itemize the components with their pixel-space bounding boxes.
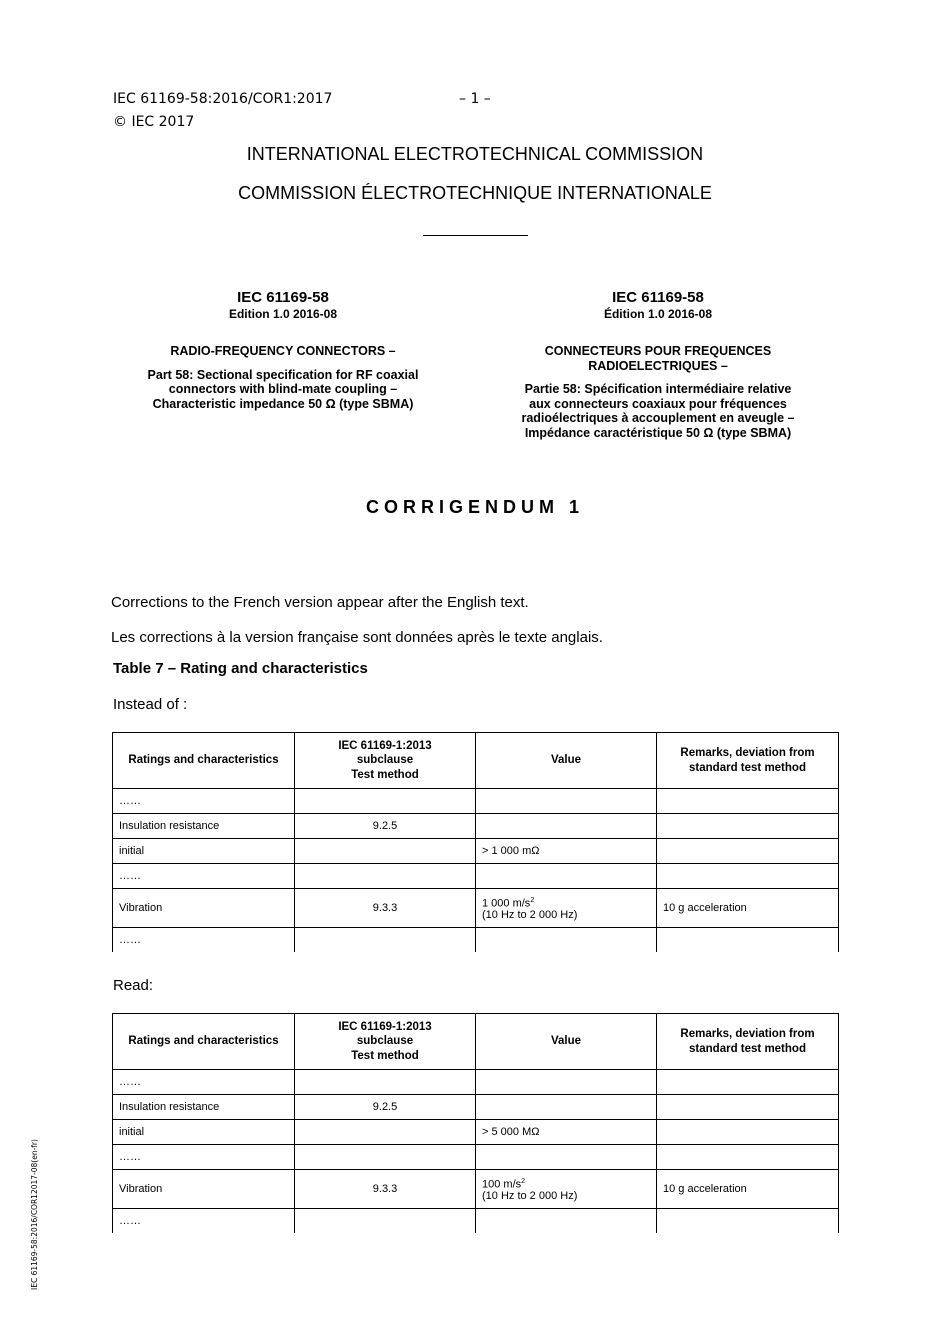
- cell-value: [476, 864, 657, 889]
- cell-remarks: [657, 789, 839, 814]
- english-edition: Edition 1.0 2016-08: [228, 307, 338, 321]
- read-table: [112, 1013, 839, 1233]
- instead-of-table: [112, 732, 839, 952]
- side-document-code: IEC 61169-58:2016/COR12017-08(en-fr): [30, 1139, 39, 1290]
- page-number: – 1 –: [459, 91, 491, 107]
- table-header-row: [113, 733, 839, 789]
- french-edition: Édition 1.0 2016-08: [603, 307, 713, 321]
- value-text: 100 m/s: [482, 1178, 522, 1191]
- org-name-english: INTERNATIONAL ELECTROTECHNICAL COMMISSION: [246, 144, 704, 164]
- table-row: [113, 839, 839, 864]
- header-subclause-line: IEC 61169-1:2013: [338, 1020, 432, 1033]
- cell-subclause: [295, 839, 476, 864]
- table-row: [113, 1170, 839, 1209]
- value-superscript: 2: [530, 896, 535, 904]
- english-part-title: [113, 368, 453, 412]
- header-subclause-line: IEC 61169-1:2013: [338, 739, 432, 752]
- cell-value: [476, 1145, 657, 1170]
- document-reference: IEC 61169-58:2016/COR1:2017: [113, 91, 333, 107]
- cell-value: [476, 889, 657, 928]
- header-subclause-line: Test method: [351, 1049, 419, 1062]
- cell-subclause: [295, 1120, 476, 1145]
- header-subclause: [295, 733, 476, 789]
- cell-rating: Insulation resistance: [113, 814, 295, 839]
- cell-rating: initial: [113, 1120, 295, 1145]
- intro-english: Corrections to the French version appear after the English text.: [111, 594, 529, 611]
- table-row: [113, 1145, 839, 1170]
- cell-remarks: [657, 1070, 839, 1095]
- cell-value: [476, 1070, 657, 1095]
- cell-subclause: 9.2.5: [295, 1095, 476, 1120]
- title-divider: [423, 235, 528, 236]
- cell-value: [476, 789, 657, 814]
- header-remarks-line: Remarks, deviation from: [680, 1028, 815, 1040]
- cell-remarks: [657, 1209, 839, 1234]
- cell-remarks: [657, 839, 839, 864]
- table-row: [113, 1070, 839, 1095]
- cell-value: [476, 814, 657, 839]
- english-title-block: [113, 289, 453, 411]
- cell-remarks: [657, 1095, 839, 1120]
- header-subclause-line: Test method: [351, 768, 419, 781]
- cell-remarks: [657, 928, 839, 953]
- header-remarks-line: standard test method: [689, 1042, 806, 1055]
- cell-rating: ……: [113, 1070, 295, 1095]
- header-ratings: Ratings and characteristics: [113, 1014, 295, 1070]
- cell-subclause: [295, 1145, 476, 1170]
- cell-remarks: [657, 1120, 839, 1145]
- instead-of-label: Instead of :: [113, 696, 188, 713]
- cell-rating: Vibration: [113, 1170, 295, 1209]
- cell-rating: Insulation resistance: [113, 1095, 295, 1120]
- french-title-line: RADIOELECTRIQUES –: [588, 358, 728, 373]
- table-header-row: [113, 1014, 839, 1070]
- english-standard-number: IEC 61169-58: [237, 289, 329, 306]
- table-row: [113, 1095, 839, 1120]
- cell-subclause: [295, 864, 476, 889]
- table-row: [113, 1120, 839, 1145]
- cell-subclause: 9.3.3: [295, 1170, 476, 1209]
- cell-subclause: [295, 1209, 476, 1234]
- header-remarks-line: standard test method: [689, 761, 806, 774]
- french-title-line: CONNECTEURS POUR FREQUENCES: [544, 344, 772, 358]
- header-subclause-line: subclause: [356, 1035, 414, 1048]
- cell-rating: ……: [113, 789, 295, 814]
- value-superscript: 2: [521, 1177, 526, 1185]
- french-part-line: Partie 58: Spécification intermédiaire relative: [524, 382, 792, 396]
- read-label: Read:: [113, 977, 154, 994]
- cell-rating: ……: [113, 928, 295, 953]
- cell-value: > 1 000 mΩ: [476, 839, 657, 864]
- cell-remarks: [657, 814, 839, 839]
- value-range: (10 Hz to 2 000 Hz): [482, 1190, 578, 1203]
- english-part-line: connectors with blind-mate coupling –: [168, 382, 398, 396]
- cell-value: [476, 1209, 657, 1234]
- header-subclause: [295, 1014, 476, 1070]
- header-value: Value: [476, 1014, 657, 1070]
- copyright-notice: © IEC 2017: [113, 114, 195, 130]
- french-standard-number: IEC 61169-58: [612, 289, 704, 306]
- cell-subclause: [295, 789, 476, 814]
- header-remarks: [657, 733, 839, 789]
- cell-subclause: 9.3.3: [295, 889, 476, 928]
- value-range: (10 Hz to 2 000 Hz): [482, 909, 578, 922]
- english-title: RADIO-FREQUENCY CONNECTORS –: [170, 344, 396, 358]
- cell-rating: ……: [113, 864, 295, 889]
- table-row: [113, 928, 839, 953]
- cell-rating: initial: [113, 839, 295, 864]
- french-title: [488, 344, 828, 373]
- cell-value: [476, 1170, 657, 1209]
- header-remarks-line: Remarks, deviation from: [680, 747, 815, 759]
- english-part-line: Part 58: Sectional specification for RF coaxial: [147, 367, 419, 382]
- french-part-line: aux connecteurs coaxiaux pour fréquences: [529, 396, 787, 411]
- cell-remarks: 10 g acceleration: [657, 889, 839, 928]
- cell-value: [476, 1095, 657, 1120]
- cell-remarks: [657, 864, 839, 889]
- header-remarks: [657, 1014, 839, 1070]
- table-row: [113, 814, 839, 839]
- cell-remarks: 10 g acceleration: [657, 1170, 839, 1209]
- value-text: 1 000 m/s: [482, 897, 531, 910]
- intro-french: Les corrections à la version française sont données après le texte anglais.: [111, 629, 603, 646]
- french-title-block: [488, 289, 828, 440]
- header-ratings: Ratings and characteristics: [113, 733, 295, 789]
- header-subclause-line: subclause: [356, 754, 414, 767]
- table-row: [113, 789, 839, 814]
- cell-subclause: 9.2.5: [295, 814, 476, 839]
- org-name-french: COMMISSION ÉLECTROTECHNIQUE INTERNATIONALE: [238, 183, 712, 203]
- table-row: [113, 889, 839, 928]
- cell-subclause: [295, 928, 476, 953]
- french-part-line: Impédance caractéristique 50 Ω (type SBMA): [524, 425, 792, 440]
- table-row: [113, 864, 839, 889]
- cell-remarks: [657, 1145, 839, 1170]
- french-part-line: radioélectriques à accouplement en aveugle –: [521, 411, 795, 425]
- cell-rating: ……: [113, 1145, 295, 1170]
- header-value: Value: [476, 733, 657, 789]
- cell-value: > 5 000 MΩ: [476, 1120, 657, 1145]
- cell-subclause: [295, 1070, 476, 1095]
- table-row: [113, 1209, 839, 1234]
- french-part-title: [488, 382, 828, 440]
- cell-value: [476, 928, 657, 953]
- cell-rating: Vibration: [113, 889, 295, 928]
- table-caption: Table 7 – Rating and characteristics: [113, 660, 368, 677]
- english-part-line: Characteristic impedance 50 Ω (type SBMA): [152, 396, 414, 411]
- cell-rating: ……: [113, 1209, 295, 1234]
- corrigendum-heading: CORRIGENDUM 1: [365, 497, 584, 517]
